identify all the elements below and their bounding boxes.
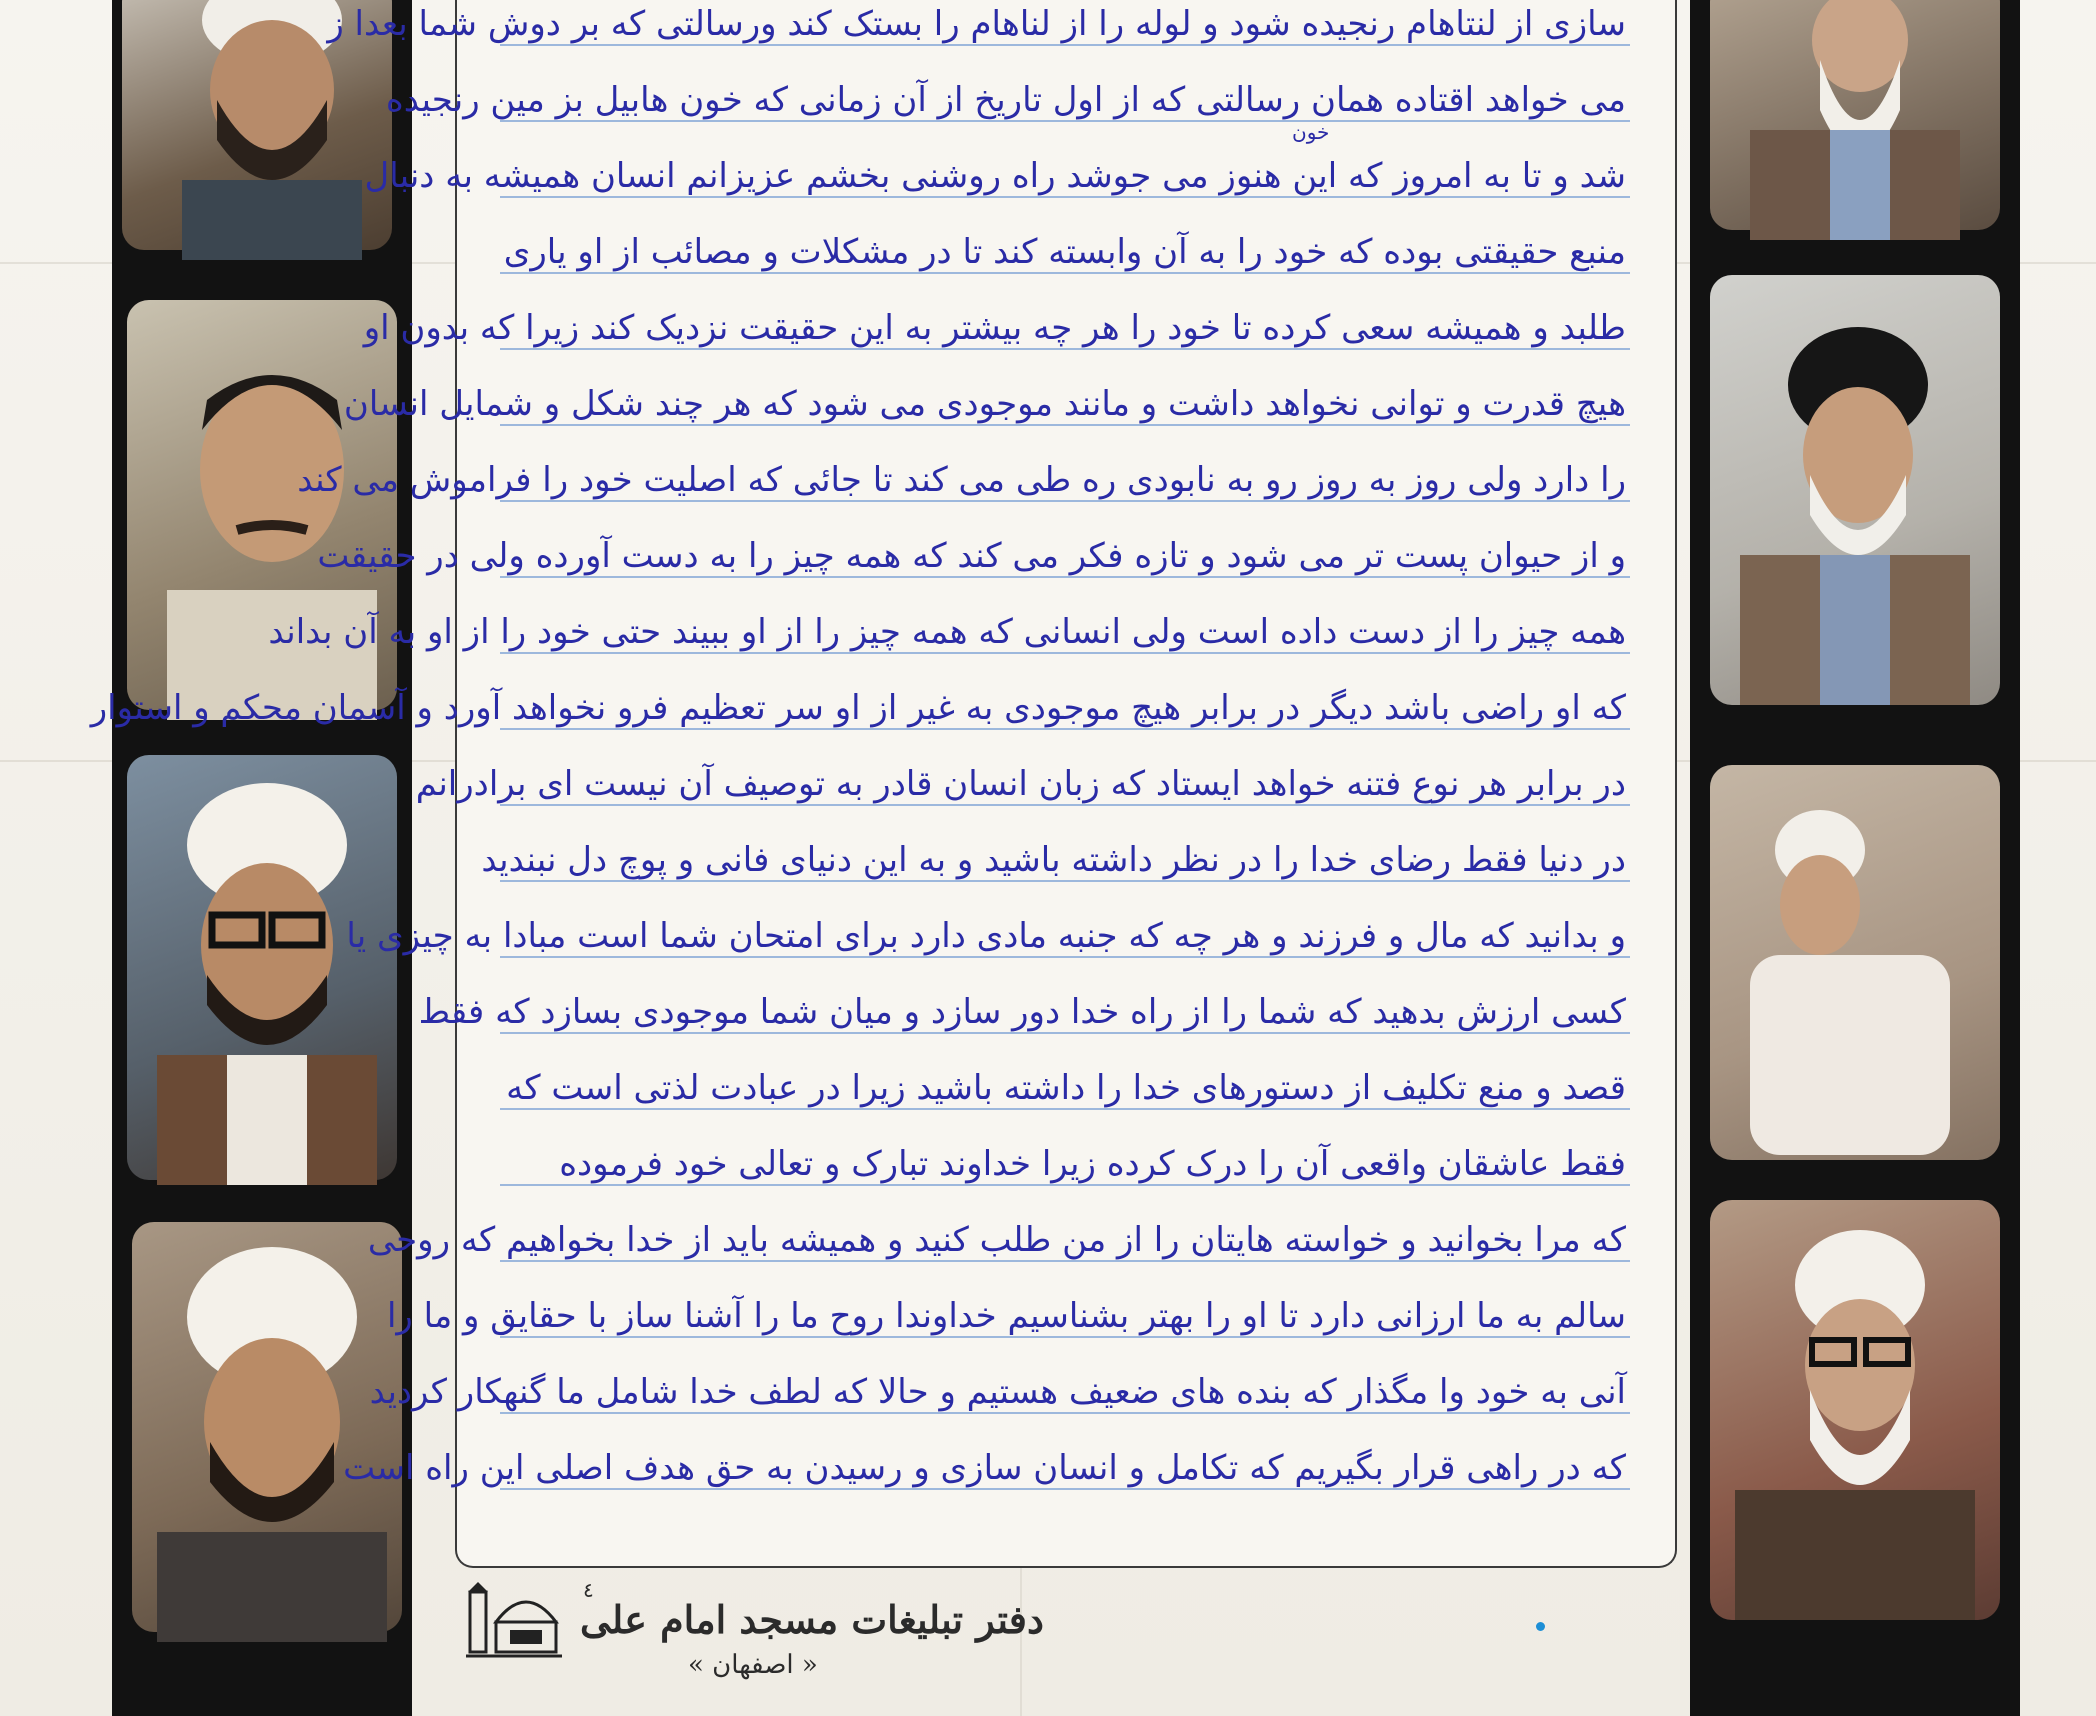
ruled-line	[500, 1260, 1630, 1262]
ruled-line	[500, 956, 1630, 958]
right-portrait-strip	[1690, 0, 2020, 1716]
ruled-line	[500, 348, 1630, 350]
ruled-line	[500, 1412, 1630, 1414]
ruled-line	[500, 272, 1630, 274]
ruled-line	[500, 1032, 1630, 1034]
handwritten-line: همه چیز را از دست داده است ولی انسانی که همه چیز را از او ببیند حتی خود را از او به آن بداند	[268, 612, 1626, 652]
ruled-line	[500, 576, 1630, 578]
portrait-photo	[132, 1222, 402, 1632]
handwritten-line: منبع حقیقتی بوده که خود را به آن وابسته کند تا در مشکلات و مصائب از او یاری	[503, 232, 1626, 272]
handwritten-line: شد و تا به امروز که این هنوز می جوشد راه روشنی بخشم عزیزانم انسان همیشه به دنبال	[364, 156, 1626, 196]
portrait-photo	[1710, 1200, 2000, 1620]
ruled-line	[500, 196, 1630, 198]
mosque-logo-icon	[466, 1582, 562, 1662]
ruled-line	[500, 500, 1630, 502]
ruled-line	[500, 804, 1630, 806]
ruled-line	[500, 1336, 1630, 1338]
portrait-photo	[1710, 0, 2000, 230]
ruled-line	[500, 120, 1630, 122]
handwritten-line: هیچ قدرت و توانی نخواهد داشت و مانند موجودی می شود که هر چند شکل و شمایل انسان	[343, 384, 1626, 424]
ink-dot	[1536, 1622, 1545, 1631]
ruled-line	[500, 44, 1630, 46]
handwritten-line: و بدانید که مال و فرزند و هر چه که جنبه مادی دارد برای امتحان شما است مبادا به چیزی یا	[346, 916, 1626, 956]
portrait-photo	[1710, 765, 2000, 1160]
ruled-line	[500, 1488, 1630, 1490]
page-number: ٤	[583, 1578, 594, 1602]
footer-title: دفتر تبلیغات مسجد امام علی	[580, 1597, 1044, 1642]
ruled-line	[500, 652, 1630, 654]
handwritten-line: در دنیا فقط رضای خدا را در نظر داشته باشید و به این دنیای فانی و پوچ دل نبندید	[481, 840, 1626, 880]
handwritten-line: سالم به ما ارزانی دارد تا او را بهتر بشناسیم خداوندا روح ما را آشنا ساز با حقایق و ما را	[386, 1296, 1626, 1336]
handwritten-line: و از حیوان پست تر می شود و تازه فکر می کند که همه چیز را به دست آورده ولی در حقیقت	[317, 536, 1626, 576]
portrait-photo	[127, 755, 397, 1180]
footer-city: « اصفهان »	[688, 1650, 818, 1680]
handwritten-line: قصد و منع تکلیف از دستورهای خدا را داشته باشید زیرا در عبادت لذتی است که	[506, 1068, 1626, 1108]
ruled-line	[500, 1184, 1630, 1186]
ruled-line	[500, 424, 1630, 426]
handwritten-line: که مرا بخوانید و خواسته هایتان را از من طلب کنید و همیشه باید از خدا بخواهیم که روحی	[367, 1220, 1626, 1260]
handwritten-line: در برابر هر نوع فتنه خواهد ایستاد که زبان انسان قادر به توصیف آن نیست ای برادرانم	[415, 764, 1626, 804]
handwritten-line: که او راضی باشد دیگر در برابر هیچ موجودی به غیر از او سر تعظیم فرو نخواهد آورد و آسمان محکم و استوار	[90, 688, 1626, 728]
ruled-line	[500, 880, 1630, 882]
handwritten-line: را دارد ولی روز به روز رو به نابودی ره طی می کند تا جائی که اصلیت خود را فراموش می کند	[297, 460, 1626, 500]
interlinear-word: خون	[1292, 120, 1330, 144]
handwritten-line: می خواهد اقتاده همان رسالتی که از اول تاریخ از آن زمانی که خون هابیل بز مین رنجیده	[385, 80, 1626, 120]
handwritten-line: آنی به خود وا مگذار که بنده های ضعیف هستیم و حالا که لطف خدا شامل ما گنهکار کردید	[369, 1372, 1626, 1412]
ruled-line	[500, 728, 1630, 730]
portrait-photo	[1710, 275, 2000, 705]
handwritten-line: کسی ارزش بدهید که شما را از راه خدا دور سازد و میان شما موجودی بسازد که فقط	[418, 992, 1626, 1032]
handwritten-line: فقط عاشقان واقعی آن را درک کرده زیرا خداوند تبارک و تعالی خود فرموده	[559, 1144, 1626, 1184]
handwritten-line: که در راهی قرار بگیریم که تکامل و انسان سازی و رسیدن به حق هدف اصلی این راه است	[343, 1448, 1626, 1488]
handwritten-line: سازی از لنتاهام رنجیده شود و لوله را از لناهام را بستک کند ورسالتی که بر دوش شما بعدا ز	[327, 4, 1626, 44]
handwritten-line: طلبد و همیشه سعی کرده تا خود را هر چه بیشتر به این حقیقت نزدیک کند زیرا که بدون او	[363, 308, 1626, 348]
ruled-line	[500, 1108, 1630, 1110]
